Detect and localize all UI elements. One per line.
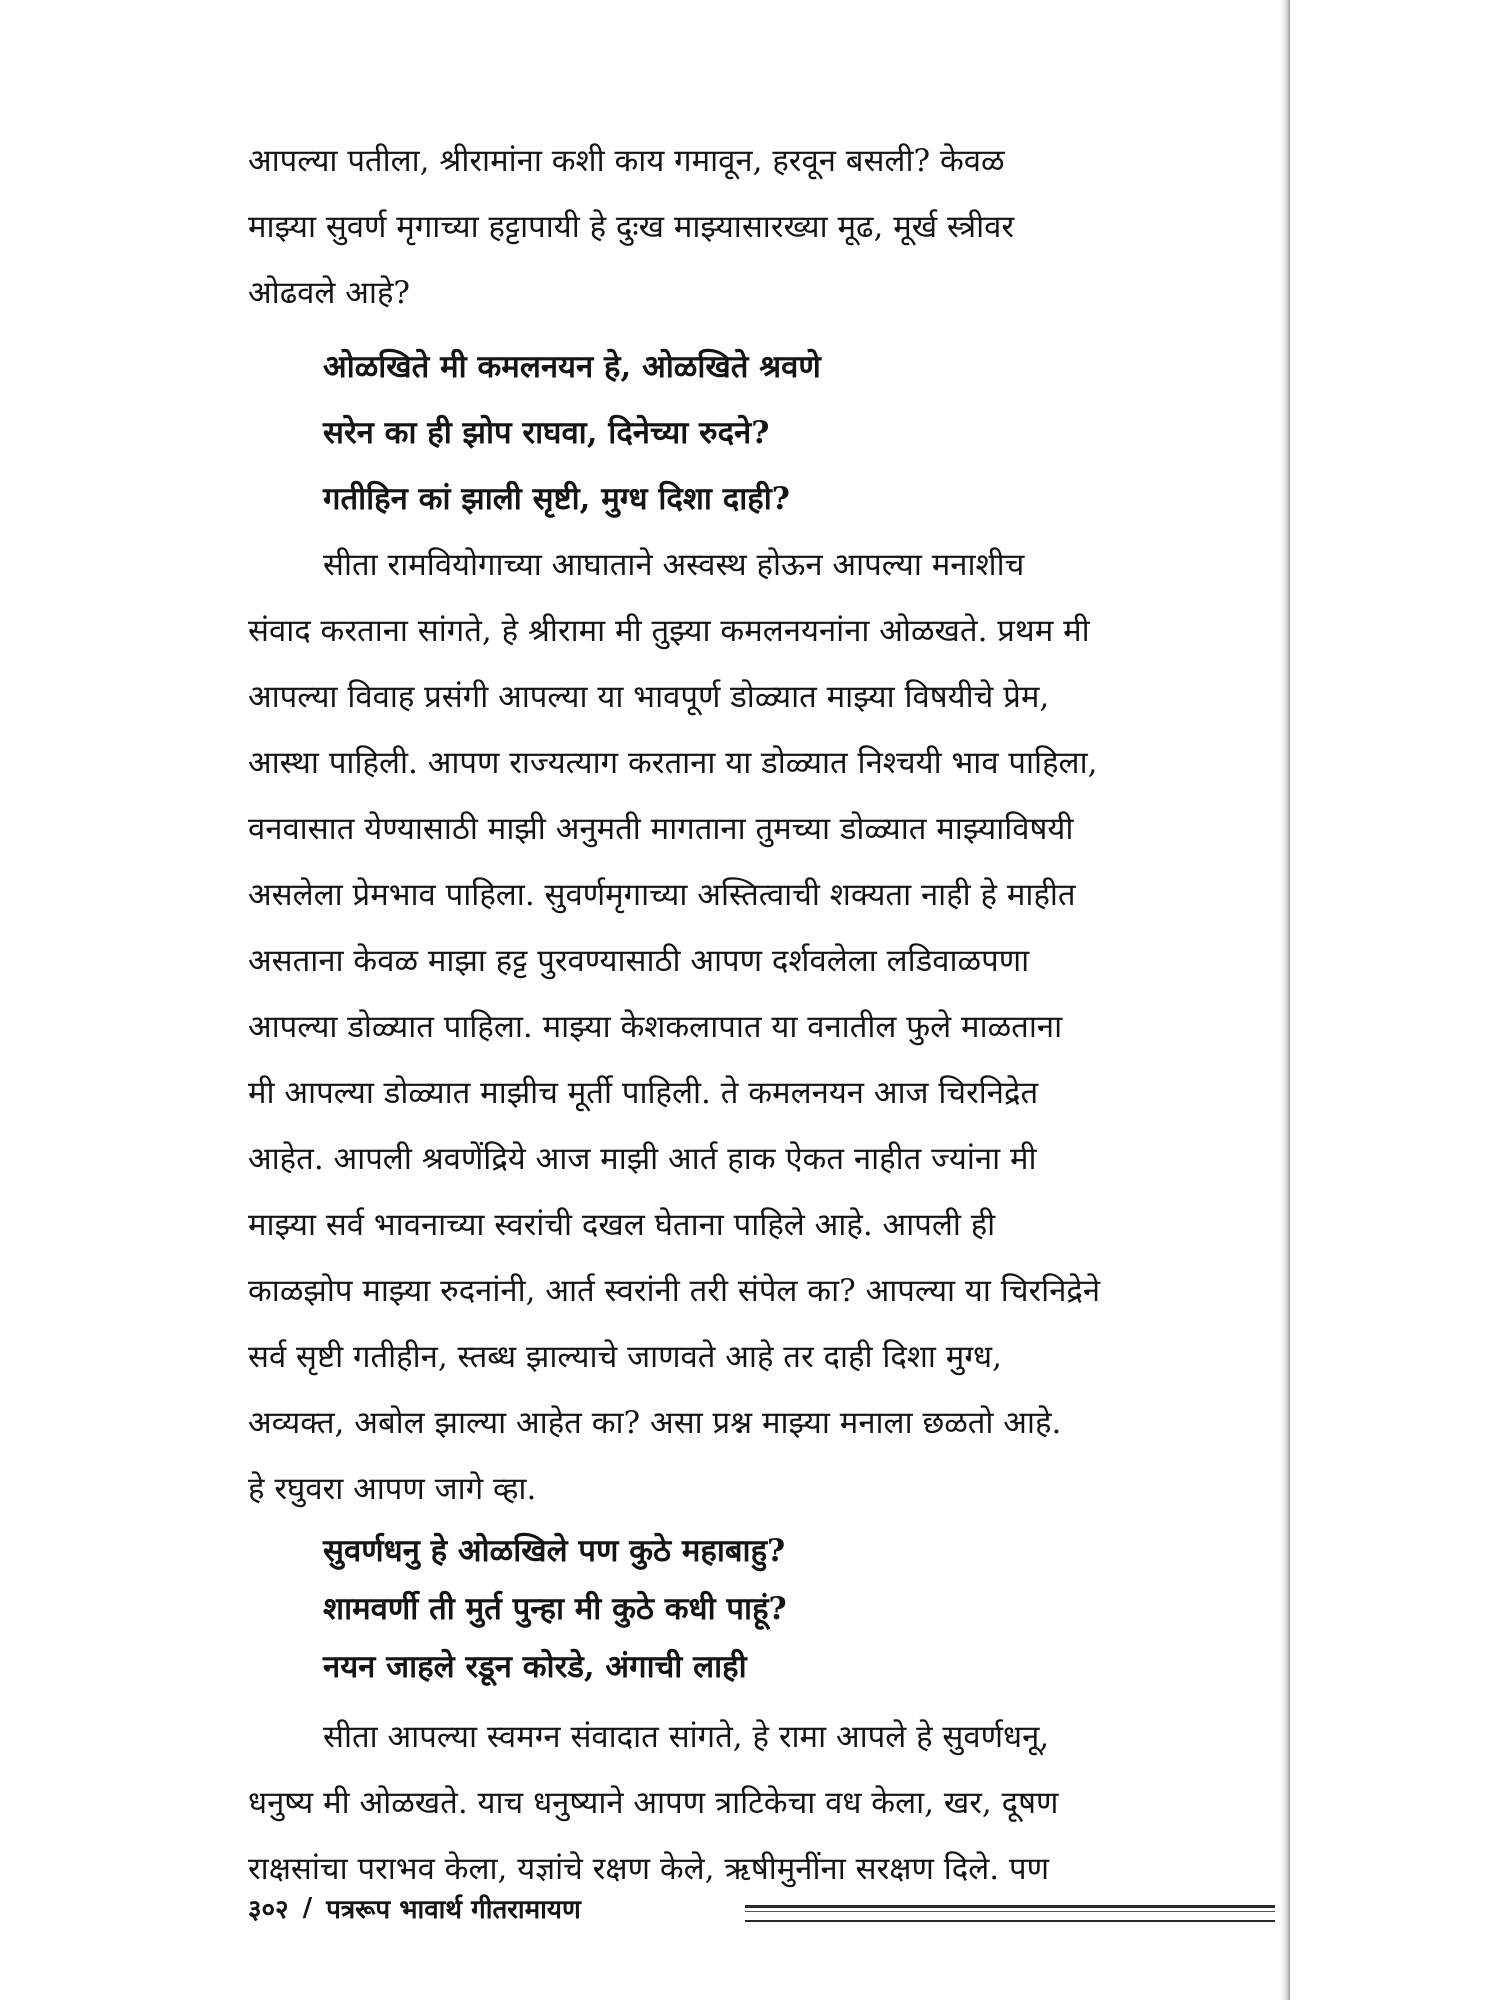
book-title: पत्ररूप भावार्थ गीतरामायण bbox=[326, 1895, 581, 1925]
verse-line: नयन जाहले रडून कोरडे, अंगाची लाही bbox=[323, 1649, 747, 1685]
text-line: मी आपल्या डोळ्यात माझीच मूर्ती पाहिली. ते कमलनयन आज चिरनिद्रेत bbox=[248, 1075, 1039, 1111]
page-edge-shadow bbox=[1280, 0, 1290, 2000]
paragraph-2 bbox=[248, 532, 1273, 1522]
verse-1 bbox=[248, 334, 1273, 532]
text-line: असताना केवळ माझा हट्ट पुरवण्यासाठी आपण दर्शवलेला लडिवाळपणा bbox=[248, 943, 1030, 979]
paragraph-3 bbox=[248, 1704, 1273, 1902]
footer-separator: / bbox=[302, 1893, 313, 1923]
text-line: सर्व सृष्टी गतीहीन, स्तब्ध झाल्याचे जाणवते आहे तर दाही दिशा मुग्ध, bbox=[248, 1339, 1002, 1375]
text-line: माझ्या सर्व भावनाच्या स्वरांची दखल घेताना पाहिले आहे. आपली ही bbox=[248, 1207, 996, 1243]
text-line: आहेत. आपली श्रवणेंद्रिये आज माझी आर्त हाक ऐकत नाहीत ज्यांना मी bbox=[248, 1141, 1037, 1177]
text-line: माझ्या सुवर्ण मृगाच्या हट्टापायी हे दुःख माझ्यासारख्या मूढ, मूर्ख स्त्रीवर bbox=[248, 209, 1015, 245]
page-footer bbox=[248, 1888, 581, 1928]
verse-line: ओळखिते मी कमलनयन हे, ओळखिते श्रवणे bbox=[323, 349, 821, 385]
text-line: आपल्या विवाह प्रसंगी आपल्या या भावपूर्ण डोळ्यात माझ्या विषयीचे प्रेम, bbox=[248, 679, 1050, 715]
paragraph-1 bbox=[248, 128, 1273, 326]
text-line: संवाद करताना सांगते, हे श्रीरामा मी तुझ्या कमलनयनांना ओळखते. प्रथम मी bbox=[248, 613, 1090, 649]
text-line: सीता रामवियोगाच्या आघाताने अस्वस्थ होऊन आपल्या मनाशीच bbox=[323, 547, 1025, 583]
verse-line: सुवर्णधनु हे ओळखिले पण कुठे महाबाहु? bbox=[323, 1533, 786, 1569]
text-line: धनुष्य मी ओळखते. याच धनुष्याने आपण त्राटिकेचा वध केला, खर, दूषण bbox=[248, 1785, 1059, 1821]
verse-line: गतीहिन कां झाली सृष्टी, मुग्ध दिशा दाही? bbox=[323, 481, 790, 517]
page-number: ३०२ bbox=[248, 1895, 289, 1925]
text-line: असलेला प्रेमभाव पाहिला. सुवर्णमृगाच्या अस्तित्वाची शक्यता नाही हे माहीत bbox=[248, 877, 1076, 913]
text-line: अव्यक्त, अबोल झाल्या आहेत का? असा प्रश्न माझ्या मनाला छळतो आहे. bbox=[248, 1405, 1062, 1441]
verse-line: शामवर्णी ती मुर्त पुन्हा मी कुठे कधी पाहूं? bbox=[323, 1591, 787, 1627]
page-body bbox=[248, 128, 1273, 1902]
text-line: सीता आपल्या स्वमग्न संवादात सांगते, हे रामा आपले हे सुवर्णधनू, bbox=[323, 1719, 1050, 1755]
text-line: राक्षसांचा पराभव केला, यज्ञांचे रक्षण केले, ऋषीमुनींना सरक्षण दिले. पण bbox=[248, 1851, 1049, 1887]
footer-rule bbox=[745, 1905, 1275, 1922]
text-line: आपल्या डोळ्यात पाहिला. माझ्या केशकलापात या वनातील फुले माळताना bbox=[248, 1009, 1063, 1045]
verse-2 bbox=[248, 1522, 1273, 1696]
text-line: वनवासात येण्यासाठी माझी अनुमती मागताना तुमच्या डोळ्यात माझ्याविषयी bbox=[248, 811, 1074, 847]
verse-line: सरेन का ही झोप राघवा, दिनेच्या रुदने? bbox=[323, 415, 770, 451]
text-line: आपल्या पतीला, श्रीरामांना कशी काय गमावून, हरवून बसली? केवळ bbox=[248, 143, 1005, 179]
text-line: ओढवले आहे? bbox=[248, 275, 411, 311]
text-line: काळझोप माझ्या रुदनांनी, आर्त स्वरांनी तरी संपेल का? आपल्या या चिरनिद्रेने bbox=[248, 1273, 1101, 1309]
text-line: आस्था पाहिली. आपण राज्यत्याग करताना या डोळ्यात निश्चयी भाव पाहिला, bbox=[248, 745, 1098, 781]
text-line: हे रघुवरा आपण जागे व्हा. bbox=[248, 1471, 537, 1507]
